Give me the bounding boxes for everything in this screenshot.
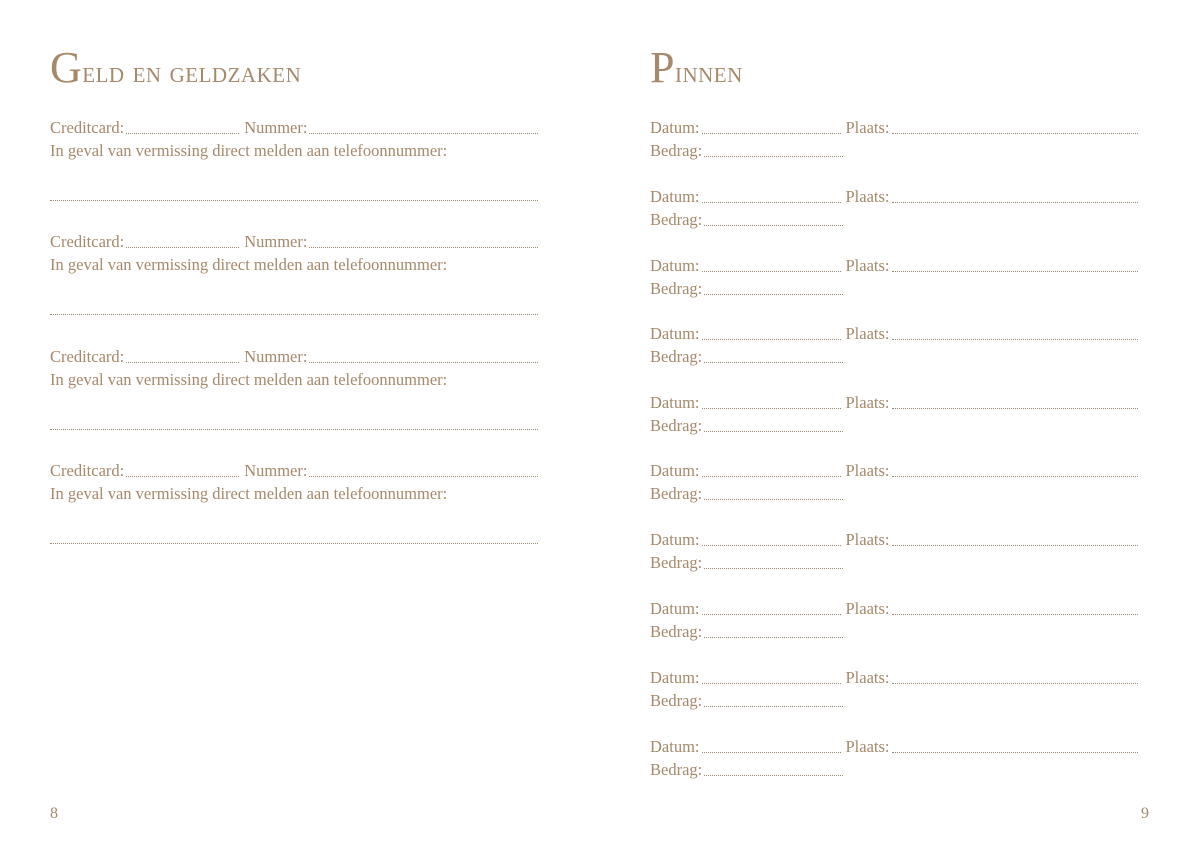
pin-entry <box>650 735 1138 781</box>
datum-row <box>650 185 1138 208</box>
datum-label: Datum: <box>650 393 700 412</box>
datum-label: Datum: <box>650 599 700 618</box>
creditcard-label: Creditcard: <box>50 118 125 137</box>
creditcard-row <box>50 345 538 368</box>
telefoonnummer-field[interactable] <box>50 200 538 201</box>
datum-label: Datum: <box>650 187 700 206</box>
bedrag-label: Bedrag: <box>650 691 703 710</box>
instruction-text: In geval van vermissing direct melden aan telefoonnummer: <box>50 255 448 274</box>
creditcard-entry <box>50 116 538 162</box>
page-number: 8 <box>50 805 58 822</box>
plaats-field[interactable] <box>892 613 1139 615</box>
bedrag-row <box>650 208 1138 231</box>
datum-field[interactable] <box>702 407 841 409</box>
bedrag-label: Bedrag: <box>650 210 703 229</box>
creditcard-field[interactable] <box>126 132 239 134</box>
bedrag-field[interactable] <box>704 498 843 500</box>
plaats-field[interactable] <box>892 132 1139 134</box>
plaats-label: Plaats: <box>845 393 890 412</box>
plaats-label: Plaats: <box>845 187 890 206</box>
plaats-label: Plaats: <box>845 737 890 756</box>
plaats-label: Plaats: <box>845 461 890 480</box>
bedrag-field[interactable] <box>704 293 843 295</box>
telefoonnummer-field[interactable] <box>50 543 538 544</box>
plaats-label: Plaats: <box>845 599 890 618</box>
plaats-field[interactable] <box>892 682 1139 684</box>
datum-label: Datum: <box>650 118 700 137</box>
creditcard-row <box>50 459 538 482</box>
datum-row <box>650 735 1138 758</box>
pin-entry <box>650 116 1138 162</box>
bedrag-row <box>650 482 1138 505</box>
bedrag-field[interactable] <box>704 224 843 226</box>
right-page <box>600 0 1200 850</box>
datum-row <box>650 459 1138 482</box>
nummer-label: Nummer: <box>244 118 308 137</box>
plaats-field[interactable] <box>892 407 1139 409</box>
creditcard-label: Creditcard: <box>50 232 125 251</box>
bedrag-label: Bedrag: <box>650 484 703 503</box>
bedrag-label: Bedrag: <box>650 279 703 298</box>
creditcard-entry <box>50 230 538 276</box>
bedrag-label: Bedrag: <box>650 347 703 366</box>
creditcard-field[interactable] <box>126 246 239 248</box>
nummer-label: Nummer: <box>244 461 308 480</box>
plaats-field[interactable] <box>892 751 1139 753</box>
datum-label: Datum: <box>650 324 700 343</box>
bedrag-row <box>650 551 1138 574</box>
creditcard-field[interactable] <box>126 361 239 363</box>
datum-label: Datum: <box>650 737 700 756</box>
bedrag-field[interactable] <box>704 774 843 776</box>
plaats-field[interactable] <box>892 338 1139 340</box>
plaats-field[interactable] <box>892 475 1139 477</box>
pin-entry <box>650 391 1138 437</box>
plaats-field[interactable] <box>892 201 1139 203</box>
creditcard-entry <box>50 459 538 505</box>
plaats-field[interactable] <box>892 270 1139 272</box>
instruction-text: In geval van vermissing direct melden aan telefoonnummer: <box>50 370 448 389</box>
plaats-label: Plaats: <box>845 256 890 275</box>
nummer-field[interactable] <box>309 361 538 363</box>
pin-entry <box>650 322 1138 368</box>
title-initial: G <box>50 43 83 92</box>
creditcard-label: Creditcard: <box>50 461 125 480</box>
datum-row <box>650 116 1138 139</box>
datum-field[interactable] <box>702 613 841 615</box>
datum-row <box>650 391 1138 414</box>
nummer-field[interactable] <box>309 132 538 134</box>
datum-field[interactable] <box>702 338 841 340</box>
plaats-label: Plaats: <box>845 324 890 343</box>
page-number: 9 <box>1141 805 1149 822</box>
nummer-field[interactable] <box>309 475 538 477</box>
datum-field[interactable] <box>702 270 841 272</box>
datum-row <box>650 597 1138 620</box>
title-rest: eld en geldzaken <box>82 56 302 89</box>
datum-label: Datum: <box>650 668 700 687</box>
instruction-text: In geval van vermissing direct melden aan telefoonnummer: <box>50 484 448 503</box>
datum-field[interactable] <box>702 475 841 477</box>
creditcard-field[interactable] <box>126 475 239 477</box>
bedrag-row <box>650 277 1138 300</box>
bedrag-field[interactable] <box>704 567 843 569</box>
title-rest: innen <box>674 56 743 89</box>
pin-entry <box>650 597 1138 643</box>
instruction-text: In geval van vermissing direct melden aan telefoonnummer: <box>50 141 448 160</box>
datum-row <box>650 254 1138 277</box>
nummer-label: Nummer: <box>244 232 308 251</box>
bedrag-row <box>650 139 1138 162</box>
bedrag-row <box>650 620 1138 643</box>
pin-entry <box>650 254 1138 300</box>
nummer-field[interactable] <box>309 246 538 248</box>
datum-field[interactable] <box>702 682 841 684</box>
datum-field[interactable] <box>702 201 841 203</box>
bedrag-row <box>650 414 1138 437</box>
datum-field[interactable] <box>702 544 841 546</box>
bedrag-label: Bedrag: <box>650 553 703 572</box>
plaats-label: Plaats: <box>845 530 890 549</box>
datum-field[interactable] <box>702 751 841 753</box>
pin-entry <box>650 528 1138 574</box>
creditcard-entry <box>50 345 538 391</box>
datum-label: Datum: <box>650 461 700 480</box>
creditcard-row <box>50 116 538 139</box>
telefoonnummer-field[interactable] <box>50 429 538 430</box>
datum-label: Datum: <box>650 256 700 275</box>
bedrag-label: Bedrag: <box>650 141 703 160</box>
bedrag-label: Bedrag: <box>650 416 703 435</box>
plaats-label: Plaats: <box>845 118 890 137</box>
datum-row <box>650 666 1138 689</box>
title-initial: P <box>650 43 675 92</box>
pin-entry <box>650 459 1138 505</box>
telefoonnummer-field[interactable] <box>50 314 538 315</box>
page-title-pinnen <box>650 44 743 97</box>
datum-row <box>650 528 1138 551</box>
bedrag-field[interactable] <box>704 361 843 363</box>
datum-row <box>650 322 1138 345</box>
bedrag-label: Bedrag: <box>650 622 703 641</box>
creditcard-label: Creditcard: <box>50 347 125 366</box>
bedrag-field[interactable] <box>704 636 843 638</box>
plaats-field[interactable] <box>892 544 1139 546</box>
datum-field[interactable] <box>702 132 841 134</box>
nummer-label: Nummer: <box>244 347 308 366</box>
bedrag-row <box>650 758 1138 781</box>
bedrag-row <box>650 345 1138 368</box>
bedrag-label: Bedrag: <box>650 760 703 779</box>
bedrag-row <box>650 689 1138 712</box>
pin-entry <box>650 185 1138 231</box>
page-title-geld-en-geldzaken <box>50 44 301 97</box>
creditcard-row <box>50 230 538 253</box>
bedrag-field[interactable] <box>704 430 843 432</box>
bedrag-field[interactable] <box>704 705 843 707</box>
datum-label: Datum: <box>650 530 700 549</box>
bedrag-field[interactable] <box>704 155 843 157</box>
plaats-label: Plaats: <box>845 668 890 687</box>
pin-entry <box>650 666 1138 712</box>
